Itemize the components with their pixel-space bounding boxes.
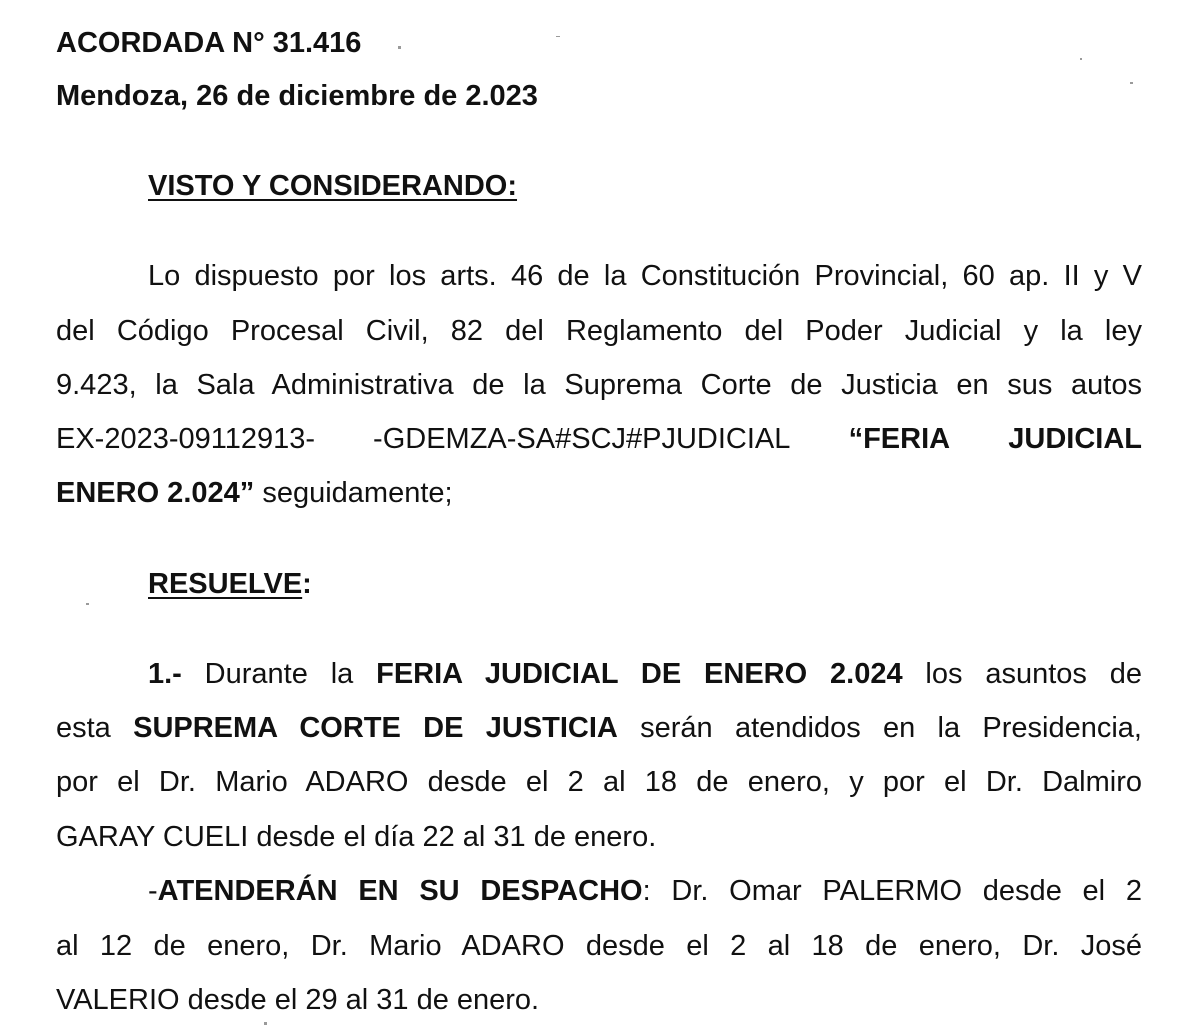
despacho-line-3: VALERIO desde el 29 al 31 de enero. (56, 984, 540, 1016)
scan-speck (556, 36, 560, 37)
item1-line-4: GARAY CUELI desde el día 22 al 31 de enero. (56, 821, 657, 853)
visto-line-3: 9.423, la Sala Administrativa de la Suprema Corte de Justicia en sus autos (56, 369, 1142, 401)
scan-speck (86, 603, 89, 605)
despacho-bold: ATENDERÁN EN SU DESPACHO (157, 875, 643, 907)
item1-l2-bold: SUPREMA CORTE DE JUSTICIA (133, 712, 618, 744)
item1-line-2 (56, 711, 1142, 745)
despacho-line-1 (148, 874, 1142, 908)
despacho-dash: - (148, 875, 158, 907)
item1-l1-a: Durante la (181, 658, 377, 690)
item1-l2-c: serán atendidos en la Presidencia, (617, 712, 1142, 744)
item1-line-1 (148, 657, 1142, 691)
acordada-number: ACORDADA N° 31.416 (56, 27, 362, 59)
despacho-line-2: al 12 de enero, Dr. Mario ADARO desde el 2 al 18 de enero, Dr. José (56, 930, 1142, 962)
case-title-end: ENERO 2.024” (56, 477, 255, 509)
visto-line-5 (56, 476, 1142, 510)
item1-l2-a: esta (56, 712, 134, 744)
resuelve-heading-text: RESUELVE (148, 568, 303, 600)
resuelve-heading (148, 567, 1142, 601)
expediente-number: EX-2023-09112913- (56, 423, 316, 455)
visto-heading-text: VISTO Y CONSIDERANDO: (148, 170, 518, 202)
scan-speck (1130, 82, 1133, 84)
visto-line-4 (56, 422, 1142, 456)
scan-speck (1080, 58, 1082, 60)
visto-line-1: Lo dispuesto por los arts. 46 de la Constitución Provincial, 60 ap. II y V (148, 260, 1142, 292)
item1-number: 1.- (148, 658, 182, 690)
item1-l1-bold: FERIA JUDICIAL DE ENERO 2.024 (376, 658, 903, 690)
visto-heading (148, 169, 1142, 203)
despacho-l1-text: : Dr. Omar PALERMO desde el 2 (642, 875, 1142, 907)
visto-line-2: del Código Procesal Civil, 82 del Reglamento del Poder Judicial y la ley (56, 315, 1142, 347)
item1-line-3: por el Dr. Mario ADARO desde el 2 al 18 de enero, y por el Dr. Dalmiro (56, 766, 1142, 798)
place-date: Mendoza, 26 de diciembre de 2.023 (56, 80, 538, 112)
item1-l1-c: los asuntos de (902, 658, 1142, 690)
scan-speck (398, 46, 401, 49)
resuelve-colon: : (302, 568, 312, 600)
expediente-suffix: -GDEMZA-SA#SCJ#PJUDICIAL (373, 423, 790, 455)
visto-line-5-text: seguidamente; (254, 477, 453, 509)
case-title-start: “FERIA JUDICIAL (848, 423, 1142, 455)
scan-speck (264, 1022, 267, 1025)
